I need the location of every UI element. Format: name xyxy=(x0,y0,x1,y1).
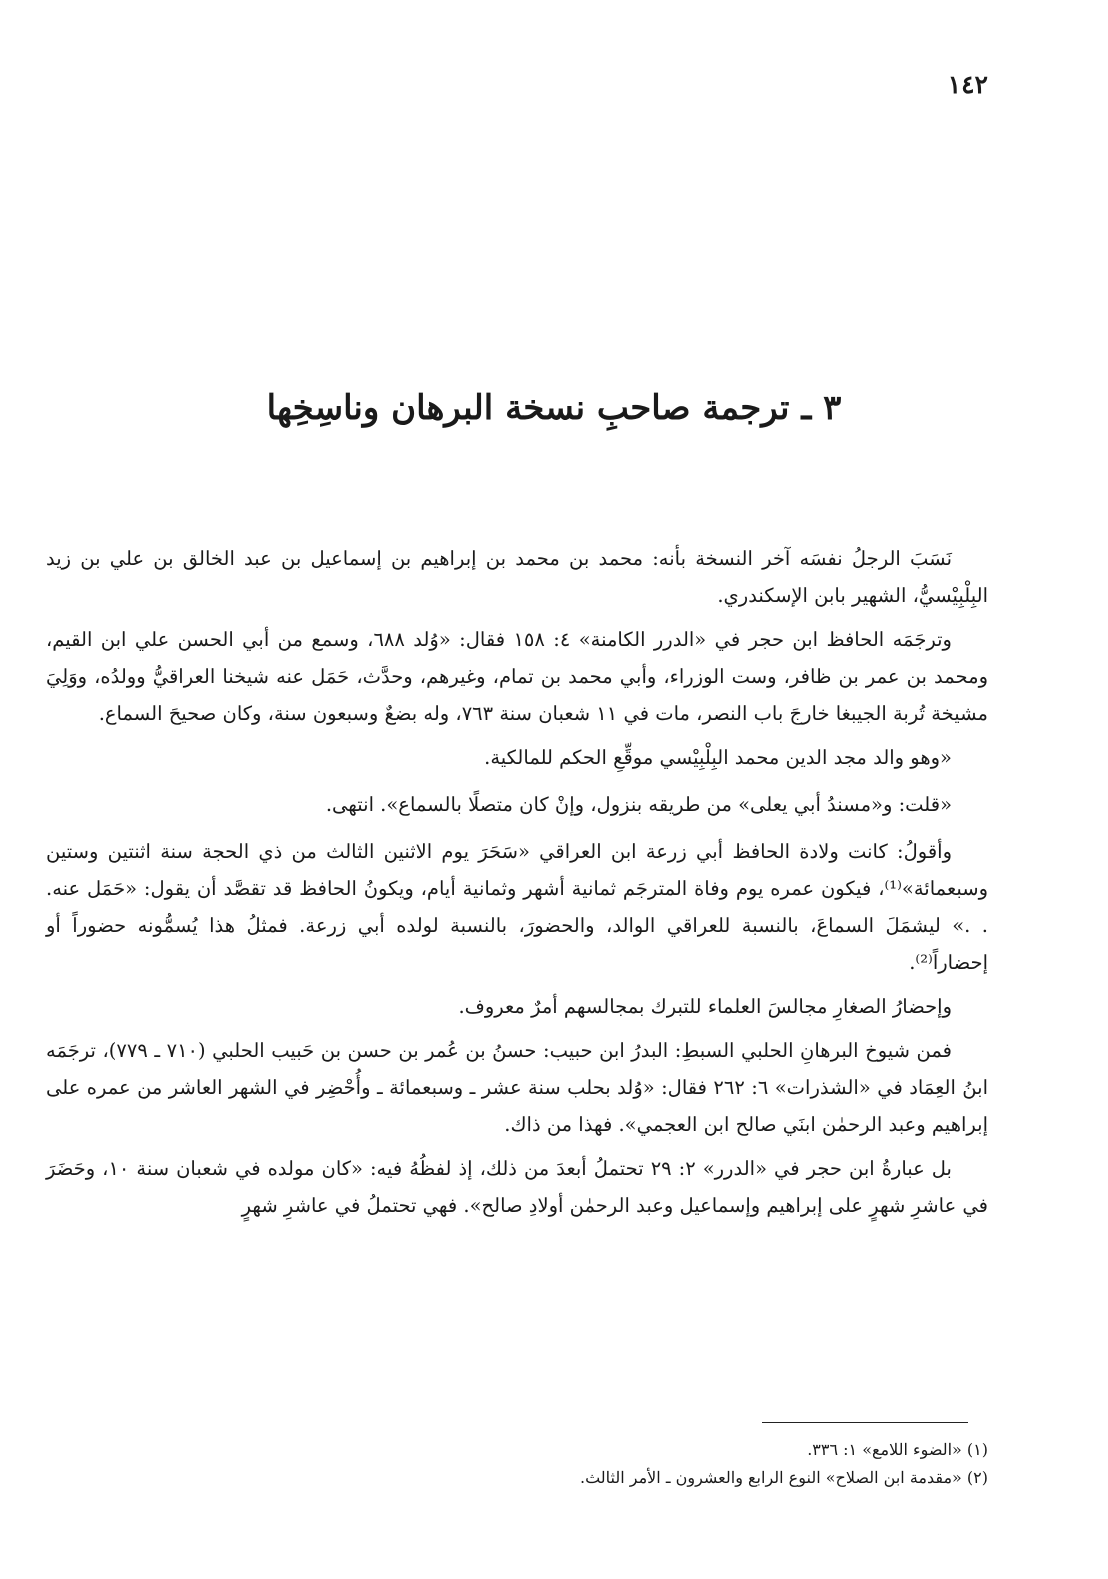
footnote: (٢) «مقدمة ابن الصلاح» النوع الرابع والعشرون ـ الأمر الثالث. xyxy=(579,1468,988,1487)
paragraph: وأقولُ: كانت ولادة الحافظ أبي زرعة ابن العراقي «سَحَرَ يوم الاثنين الثالث من ذي الحجة سنة اثنتين وستين وسبعمائة»⁽¹⁾، فيكون عمره يوم وفاة المترجَم ثمانية أشهر وثمانية أيام، ويكونُ الحافظ قد تقصَّد أن يقول: «حَمَل عنه. . .» ليشمَلَ السماعَ، بالنسبة للعراقي الوالد، والحضورَ، بالنسبة لولده أبي زرعة. فمثلُ هذا يُسمُّونه حضوراً أو إحضاراً⁽²⁾. xyxy=(46,840,988,974)
paragraph: فمن شيوخ البرهانِ الحلبي السبطِ: البدرُ ابن حبيب: حسنُ بن عُمر بن حسن بن حَبيب الحلبي (٧١٠ ـ ٧٧٩)، ترجَمَه ابنُ العِمَاد في «الشذرات» ٦: ٢٦٢ فقال: «وُلد بحلب سنة عشر ـ وسبعمائة ـ وأُحْضِر في الشهر العاشر من عمره على إبراهيم وعبد الرحمٰن ابنَي صالح ابن العجمي». فهذا من ذاك. xyxy=(46,1039,988,1136)
quote-paragraph: «قلت: و«مسندُ أبي يعلى» من طريقه بنزول، وإنْ كان متصلًا بالسماع». انتهى. xyxy=(325,793,952,816)
paragraph: بل عبارةُ ابن حجر في «الدرر» ٢: ٢٩ تحتملُ أبعدَ من ذلك، إذ لفظُهُ فيه: «كان مولده في شعبان سنة ١٠، وحَضَرَ في عاشرِ شهرٍ على إبراهيم وإسماعيل وعبد الرحمٰن أولادِ صالح». فهي تحتملُ في عاشرِ شهرٍ xyxy=(46,1157,988,1217)
chapter-title: ٣ ـ ترجمة صاحبِ نسخة البرهان وناسِخِها xyxy=(266,388,842,428)
footnote: (١) «الضوء اللامع» ١: ٣٣٦. xyxy=(807,1440,988,1459)
paragraph: نَسَبَ الرجلُ نفسَه آخر النسخة بأنه: محمد بن محمد بن إبراهيم بن إسماعيل بن عبد الخالق بن علي بن زيد البِلْبِيْسيُّ، الشهير بابن الإسكندري. xyxy=(46,547,988,607)
footnote-separator xyxy=(762,1422,968,1423)
body-text xyxy=(46,540,988,1231)
page-number: ١٤٢ xyxy=(947,70,988,99)
quote-paragraph: «وهو والد مجد الدين محمد البِلْبِيْسي موقِّعِ الحكم للمالكية. xyxy=(484,746,952,769)
paragraph: وإحضارُ الصغارِ مجالسَ العلماء للتبرك بمجالسهم أمرٌ معروف. xyxy=(458,995,952,1018)
paragraph: وترجَمَه الحافظ ابن حجر في «الدرر الكامنة» ٤: ١٥٨ فقال: «وُلد ٦٨٨، وسمع من أبي الحسن علي ابن القيم، ومحمد بن عمر بن ظافر، وست الوزراء، وأبي محمد بن تمام، وغيرهم، وحدَّث، حَمَل عنه شيخنا العراقيُّ وولدُه، ووَلِيَ مشيخة تُربة الجيبغا خارجَ باب النصر، مات في ١١ شعبان سنة ٧٦٣، وله بضعٌ وسبعون سنة، وكان صحيحَ السماع. xyxy=(46,628,988,725)
footnotes xyxy=(46,1436,988,1492)
